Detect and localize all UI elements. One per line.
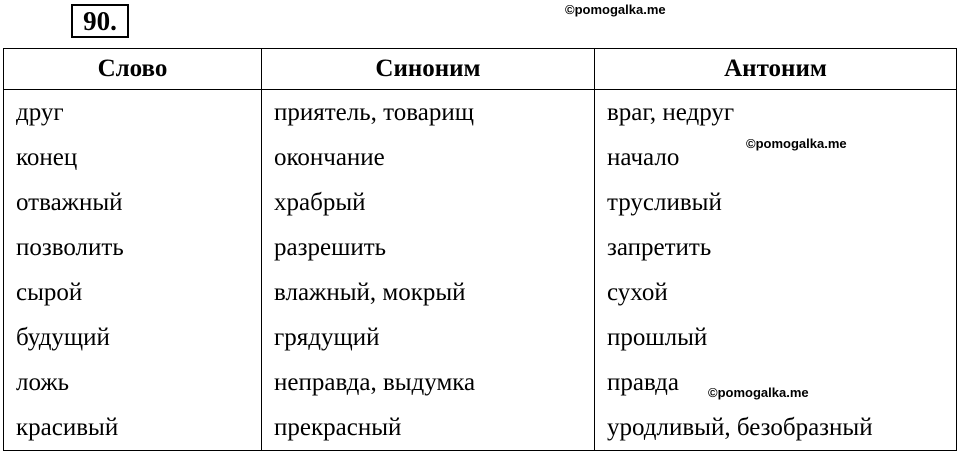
cell-word: конец — [4, 135, 262, 180]
cell-antonym: трусливый — [595, 180, 957, 225]
cell-synonym: разрешить — [262, 225, 595, 270]
header-word: Слово — [4, 49, 262, 90]
header-synonym: Синоним — [262, 49, 595, 90]
table-row — [4, 405, 957, 451]
watermark-middle: ©pomogalka.me — [746, 136, 847, 151]
cell-synonym: влажный, мокрый — [262, 270, 595, 315]
table-row — [4, 270, 957, 315]
table-row — [4, 90, 957, 136]
cell-word: будущий — [4, 315, 262, 360]
watermark-top: ©pomogalka.me — [565, 2, 666, 17]
cell-antonym: уродливый, безобразный — [595, 405, 957, 451]
cell-antonym: враг, недруг — [595, 90, 957, 136]
table-header-row — [4, 49, 957, 90]
cell-synonym: окончание — [262, 135, 595, 180]
table-row — [4, 180, 957, 225]
cell-word: отважный — [4, 180, 262, 225]
cell-synonym: грядущий — [262, 315, 595, 360]
cell-antonym: начало — [595, 135, 957, 180]
cell-antonym: прошлый — [595, 315, 957, 360]
cell-antonym: сухой — [595, 270, 957, 315]
watermark-bottom: ©pomogalka.me — [708, 385, 809, 400]
table-row — [4, 360, 957, 405]
table-row — [4, 315, 957, 360]
cell-word: красивый — [4, 405, 262, 451]
cell-synonym: храбрый — [262, 180, 595, 225]
synonym-antonym-table — [3, 48, 957, 451]
cell-synonym: приятель, товарищ — [262, 90, 595, 136]
cell-antonym: запретить — [595, 225, 957, 270]
exercise-number: 90. — [71, 4, 129, 38]
cell-word: ложь — [4, 360, 262, 405]
table-row — [4, 135, 957, 180]
cell-synonym: неправда, выдумка — [262, 360, 595, 405]
cell-word: сырой — [4, 270, 262, 315]
cell-synonym: прекрасный — [262, 405, 595, 451]
cell-word: позволить — [4, 225, 262, 270]
cell-word: друг — [4, 90, 262, 136]
table-row — [4, 225, 957, 270]
header-antonym: Антоним — [595, 49, 957, 90]
cell-antonym: правда — [595, 360, 957, 405]
